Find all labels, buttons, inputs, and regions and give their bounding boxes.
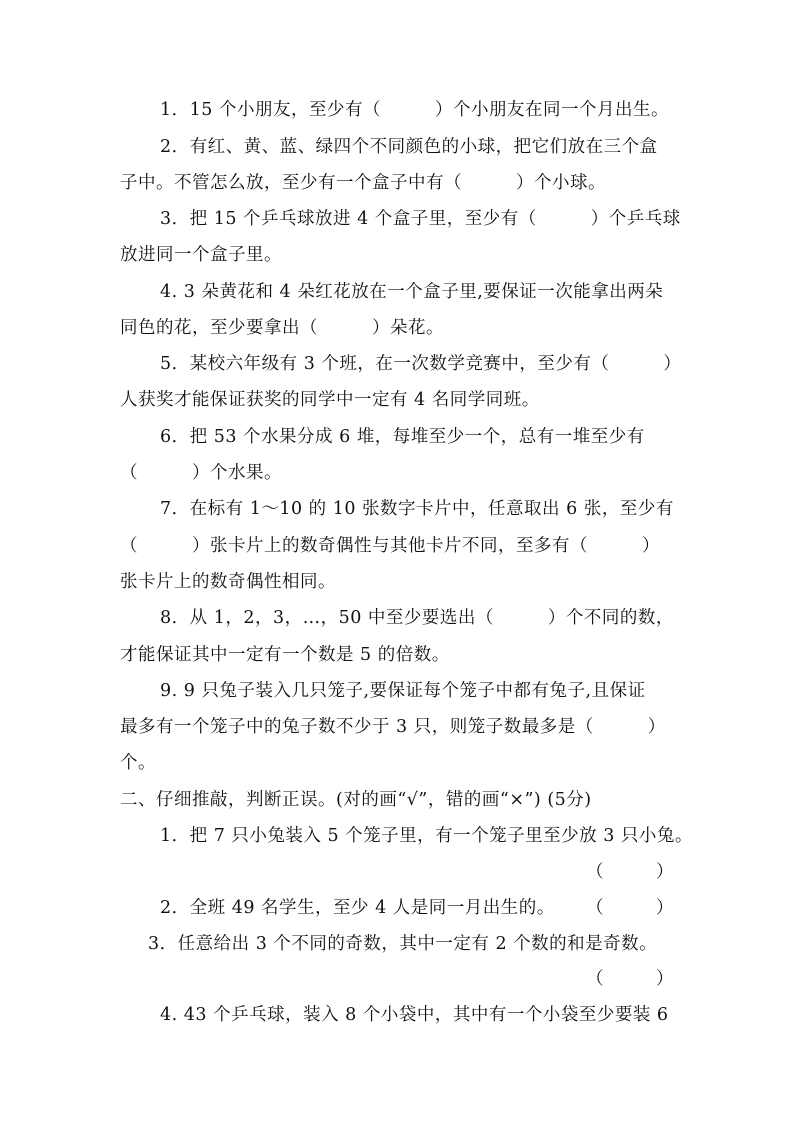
question-3-line-1: 3．把 15 个乒乓球放进 4 个盒子里，至少有（ ）个乒乓球 [160, 209, 681, 229]
judge-question-3-line-1: 3．任意给出 3 个不同的奇数，其中一定有 2 个数的和是奇数。 [148, 934, 658, 954]
question-7-line-3: 张卡片上的数奇偶性相同。 [120, 572, 336, 592]
question-9-line-2: 最多有一个笼子中的兔子数不少于 3 只，则笼子数最多是（ ） [120, 717, 666, 737]
question-6-line-1: 6．把 53 个水果分成 6 堆，每堆至少一个，总有一堆至少有 [160, 427, 645, 447]
question-4-line-1: 4. 3 朵黄花和 4 朵红花放在一个盒子里,要保证一次能拿出两朵 [160, 282, 664, 302]
question-9-line-3: 个。 [120, 753, 156, 773]
question-5-line-2: 人获奖才能保证获奖的同学中一定有 4 名同学同班。 [120, 390, 540, 410]
question-9-line-1: 9. 9 只兔子装入几只笼子,要保证每个笼子中都有兔子,且保证 [160, 681, 646, 701]
judge-question-3-answer-blank[interactable]: （ ） [586, 969, 674, 989]
question-6-line-2: （ ）个水果。 [120, 463, 282, 483]
question-5-line-1: 5．某校六年级有 3 个班，在一次数学竞赛中，至少有（ ） [160, 354, 682, 374]
judge-question-1-answer-blank[interactable]: （ ） [586, 862, 674, 882]
judge-question-4-line-1: 4. 43 个乒乓球，装入 8 个小袋中，其中有一个小袋至少要装 6 [160, 1005, 669, 1025]
question-7-line-1: 7．在标有 1～10 的 10 张数字卡片中，任意取出 6 张，至少有 [160, 499, 674, 519]
judge-question-2-answer-blank[interactable]: （ ） [586, 898, 674, 918]
question-1-line-1: 1．15 个小朋友，至少有（ ）个小朋友在同一个月出生。 [160, 100, 669, 120]
question-7-line-2: （ ）张卡片上的数奇偶性与其他卡片不同，至多有（ ） [120, 536, 660, 556]
section-2-title: 二、仔细推敲，判断正误。(对的画“√”，错的画“×”) (5分) [120, 790, 592, 810]
judge-question-1-line-1: 1．把 7 只小兔装入 5 个笼子里，有一个笼子里至少放 3 只小兔。 [160, 826, 693, 846]
question-2-line-1: 2．有红、黄、蓝、绿四个不同颜色的小球，把它们放在三个盒 [160, 137, 658, 157]
judge-question-2-line-1: 2．全班 49 名学生，至少 4 人是同一月出生的。 [160, 898, 555, 918]
question-8-line-1: 8．从 1，2，3，…，50 中至少要选出（ ）个不同的数， [160, 608, 674, 628]
question-8-line-2: 才能保证其中一定有一个数是 5 的倍数。 [120, 645, 450, 665]
question-4-line-2: 同色的花，至少要拿出（ ）朵花。 [120, 318, 444, 338]
question-3-line-2: 放进同一个盒子里。 [120, 245, 282, 265]
question-2-line-2: 子中。不管怎么放，至少有一个盒子中有（ ）个小球。 [120, 173, 606, 193]
